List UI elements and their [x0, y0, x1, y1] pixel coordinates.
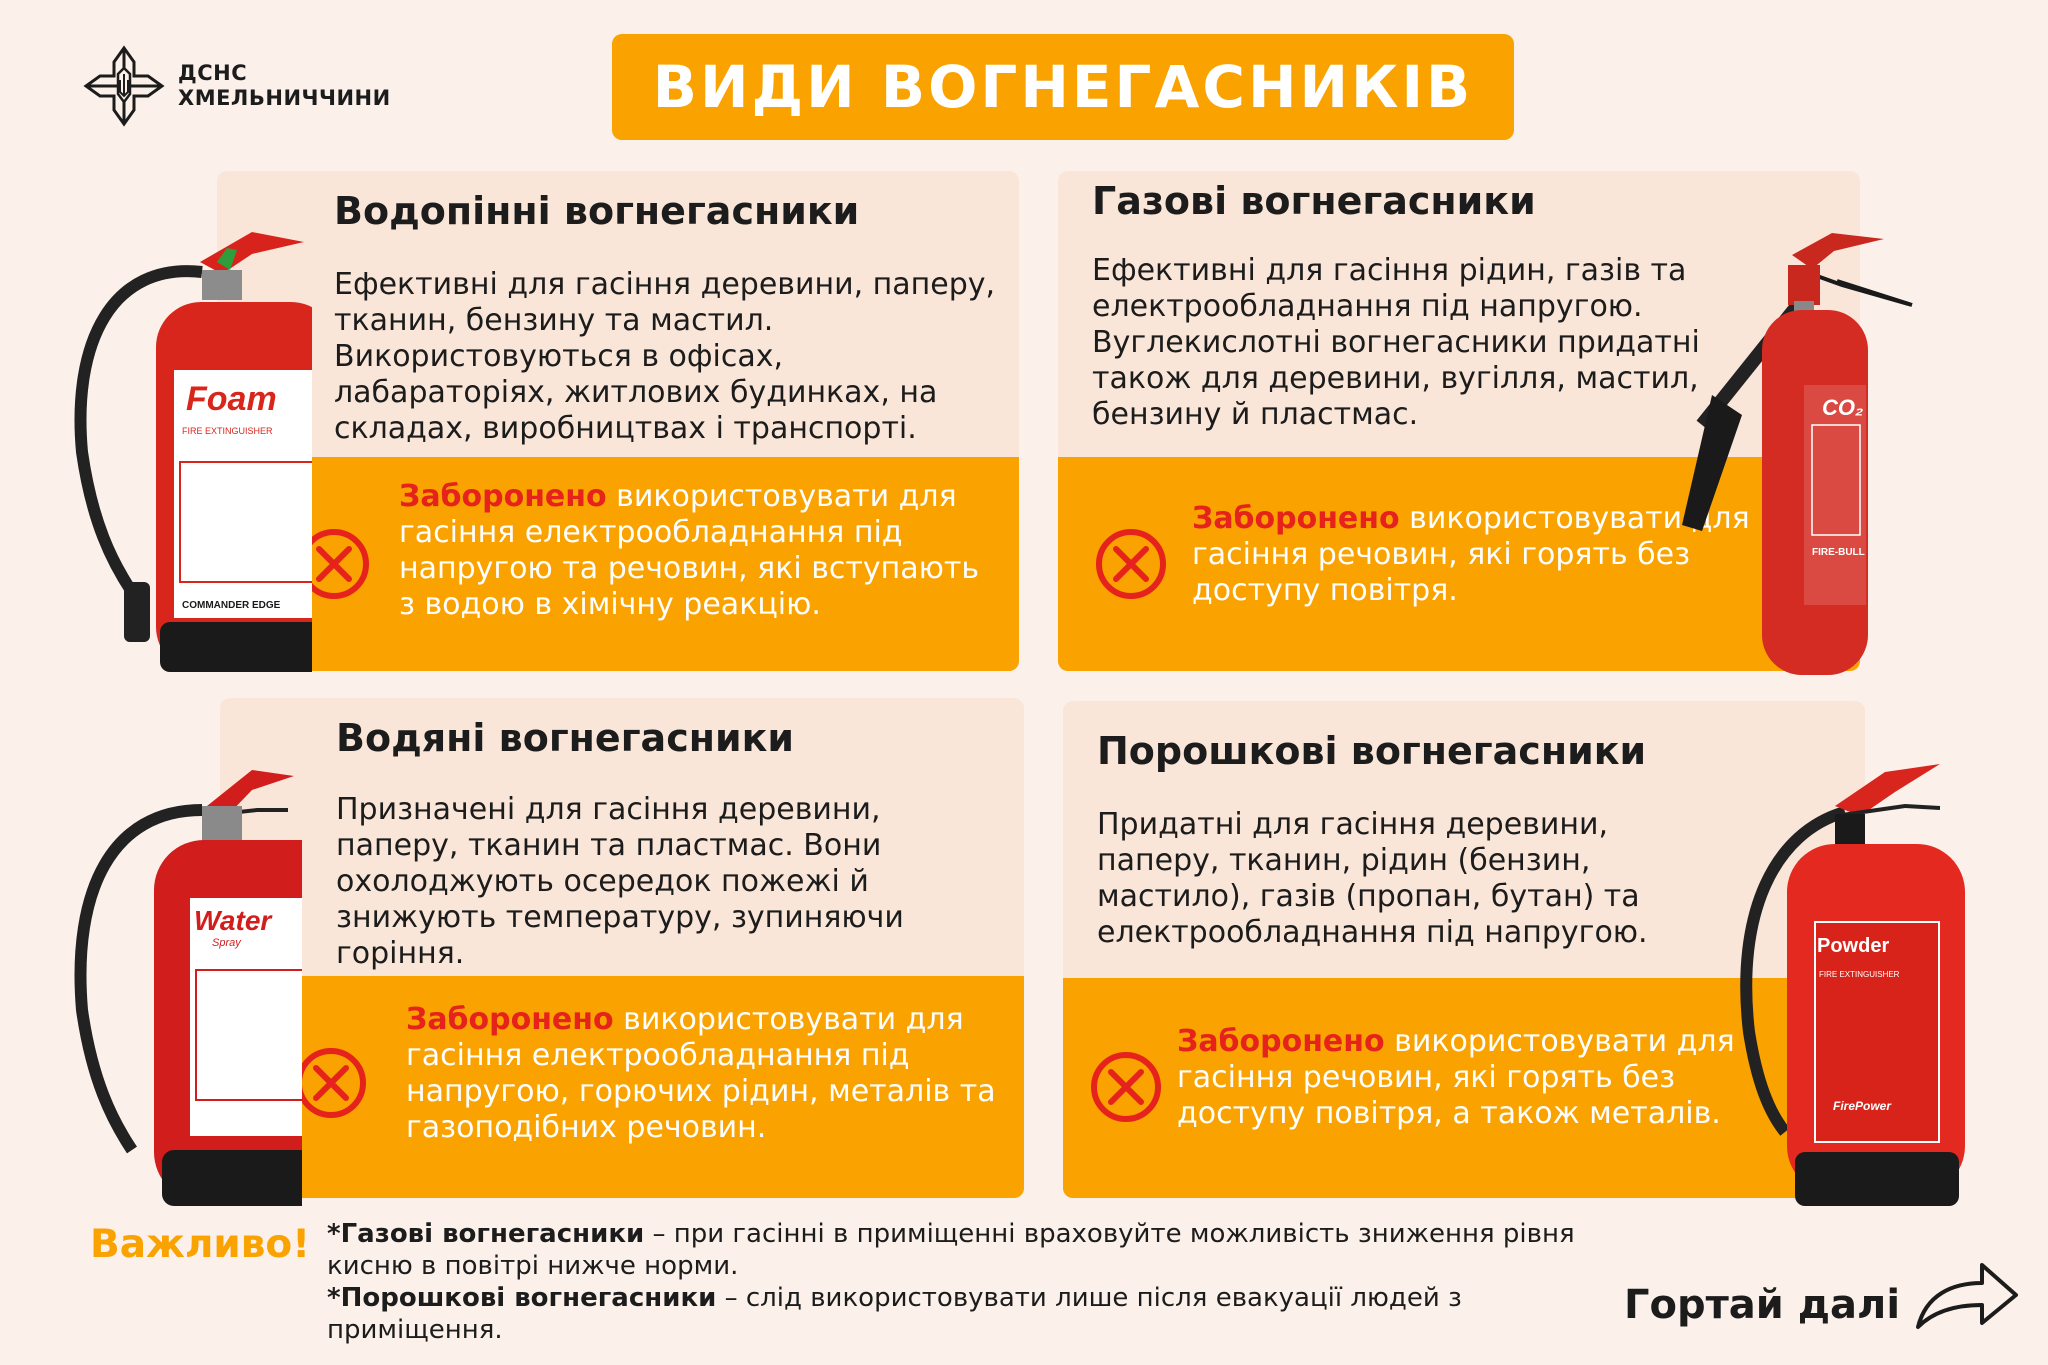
foam-label: Foam	[186, 380, 277, 418]
note-powder-text: – слід використовувати лише після евакуації людей з приміщення.	[327, 1283, 1462, 1345]
notes	[327, 1218, 1627, 1346]
warning-detail: використовувати для гасіння речовин, які горять без доступу повітря, а також металів.	[1177, 1024, 1735, 1131]
brand-line-2: ХМЕЛЬНИЧЧИНИ	[178, 86, 391, 110]
warning-detail: використовувати для гасіння електрообладнання під напругою, горючих рідин, металів та газоподібних речовин.	[406, 1002, 996, 1145]
card-description: Призначені для гасіння деревини, паперу, тканин та пластмас. Вони охолоджують осередок пожежі й знижують температуру, зупиняючи горіння.	[336, 792, 904, 971]
forbidden-label: Заборонено	[406, 1002, 614, 1037]
water-extinguisher-image	[62, 750, 302, 1210]
powder-extinguisher-image	[1735, 752, 1995, 1212]
next-label[interactable]: Гортай далі	[1624, 1282, 1901, 1328]
powder-brand-label: FirePower	[1833, 1099, 1892, 1113]
powder-sub-label: FIRE EXTINGUISHER	[1819, 970, 1900, 979]
prohibited-icon	[1089, 1050, 1163, 1124]
prohibited-icon	[1094, 527, 1168, 601]
note-powder-title: *Порошкові вогнегасники	[327, 1283, 717, 1313]
title-banner	[612, 34, 1514, 140]
card-description: Ефективні для гасіння рідин, газів та електрообладнання під напругою. Вуглекислотні вогнегасники придатні також для деревини, вугілля, мастил, бензину й пластмас.	[1092, 253, 1700, 432]
warning-text	[1177, 1024, 1777, 1132]
note-powder	[327, 1282, 1627, 1346]
card-description: Придатні для гасіння деревини, паперу, тканин, рідин (бензин, мастило), газів (пропан, бутан) та електрообладнання під напругою.	[1097, 807, 1648, 950]
warning-panel	[220, 976, 1024, 1198]
forbidden-label: Заборонено	[1192, 501, 1400, 536]
water-sub-label: Spray	[212, 937, 241, 949]
warning-detail: використовувати для гасіння речовин, які горять без доступу повітря.	[1192, 501, 1750, 608]
logo	[82, 44, 391, 128]
foam-extinguisher-image	[52, 222, 312, 672]
page-title: ВИДИ ВОГНЕГАСНИКІВ	[652, 53, 1474, 121]
warning-detail: використовувати для гасіння електрообладнання під напругою та речовин, які вступають з водою в хімічну реакцію.	[399, 479, 980, 622]
forbidden-label: Заборонено	[1177, 1024, 1385, 1059]
card-water	[220, 698, 1024, 1198]
note-gas-title: *Газові вогнегасники	[327, 1219, 645, 1249]
prohibited-icon	[294, 1046, 368, 1120]
card-title: Газові вогнегасники	[1092, 179, 1536, 223]
card-title: Порошкові вогнегасники	[1097, 729, 1647, 773]
warning-panel	[217, 457, 1019, 671]
card-title: Водопінні вогнегасники	[334, 189, 860, 233]
foam-brand-label: COMMANDER EDGE	[182, 600, 281, 611]
warning-text	[406, 1002, 1006, 1146]
arrow-right-icon[interactable]	[1912, 1255, 2022, 1335]
note-gas	[327, 1218, 1627, 1282]
card-description: Ефективні для гасіння деревини, паперу, тканин, бензину та мастил. Використовуються в офісах, лабараторіях, житлових будинках, на складах, виробництвах і транспорті.	[334, 267, 996, 446]
card-title: Водяні вогнегасники	[336, 716, 795, 760]
note-gas-text: – при гасінні в приміщенні враховуйте можливість зниження рівня кисню в повітрі нижче норми.	[327, 1219, 1575, 1281]
warning-text	[399, 479, 999, 623]
important-label: Важливо!	[90, 1222, 311, 1267]
co2-extinguisher-image	[1672, 225, 1922, 675]
co2-label: CO₂	[1822, 395, 1864, 420]
emblem-icon	[82, 44, 166, 128]
forbidden-label: Заборонено	[399, 479, 607, 514]
water-label: Water	[194, 905, 272, 936]
co2-brand-label: FIRE-BULL	[1812, 547, 1865, 558]
powder-label: Powder	[1817, 935, 1890, 957]
foam-sub-label: FIRE EXTINGUISHER	[182, 426, 273, 436]
brand-line-1: ДСНС	[178, 61, 248, 85]
card-foam	[217, 171, 1019, 671]
